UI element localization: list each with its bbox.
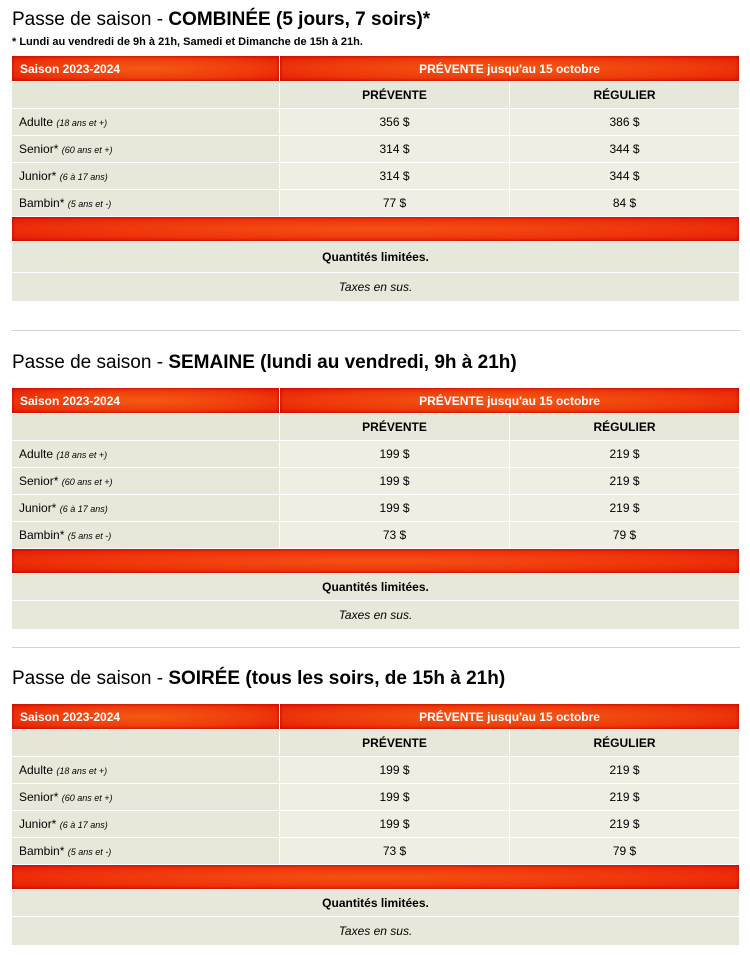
section-title: Passe de saison - COMBINÉE (5 jours, 7 soirs)* <box>12 9 431 30</box>
section-title: Passe de saison - SOIRÉE (tous les soirs, de 15h à 21h) <box>12 668 506 689</box>
table-row <box>12 136 740 163</box>
age-range: (5 ans et -) <box>67 199 112 209</box>
separator-bar <box>12 217 740 242</box>
section-combinee <box>12 6 740 302</box>
regular-price: 79 $ <box>510 838 740 865</box>
category-label: Senior* <box>19 790 59 804</box>
schedule-note: * Lundi au vendredi de 9h à 21h, Samedi et Dimanche de 15h à 21h. <box>12 36 363 48</box>
limited-quantities: Quantités limitées. <box>12 890 740 917</box>
category-label: Adulte <box>19 115 54 129</box>
table-row <box>12 495 740 522</box>
regular-price: 84 $ <box>510 190 740 217</box>
category-label: Adulte <box>19 763 54 777</box>
category-label: Bambin* <box>19 196 65 210</box>
table-header-row <box>12 704 740 730</box>
col-presale: PRÉVENTE <box>280 730 510 757</box>
col-regular: RÉGULIER <box>510 414 740 441</box>
presale-price: 199 $ <box>280 441 510 468</box>
age-range: (6 à 17 ans) <box>59 172 108 182</box>
presale-deadline: PRÉVENTE jusqu'au 15 octobre <box>280 704 740 730</box>
section-semaine <box>12 349 740 630</box>
presale-price: 199 $ <box>280 811 510 838</box>
age-range: (6 à 17 ans) <box>59 504 108 514</box>
age-range: (18 ans et +) <box>56 766 108 776</box>
taxes-note: Taxes en sus. <box>12 273 740 302</box>
table-row <box>12 163 740 190</box>
price-table <box>12 56 740 302</box>
season-label: Saison 2023-2024 <box>12 56 280 82</box>
price-table <box>12 704 740 946</box>
separator-bar <box>12 549 740 574</box>
taxes-note: Taxes en sus. <box>12 601 740 630</box>
age-range: (5 ans et -) <box>67 847 112 857</box>
table-row <box>12 784 740 811</box>
age-range: (60 ans et +) <box>61 145 113 155</box>
section-title: Passe de saison - SEMAINE (lundi au vendredi, 9h à 21h) <box>12 352 517 373</box>
regular-price: 219 $ <box>510 757 740 784</box>
regular-price: 219 $ <box>510 811 740 838</box>
table-row <box>12 441 740 468</box>
price-table <box>12 388 740 630</box>
col-regular: RÉGULIER <box>510 82 740 109</box>
table-row <box>12 109 740 136</box>
presale-price: 77 $ <box>280 190 510 217</box>
regular-price: 79 $ <box>510 522 740 549</box>
regular-price: 219 $ <box>510 441 740 468</box>
regular-price: 344 $ <box>510 163 740 190</box>
presale-price: 356 $ <box>280 109 510 136</box>
limited-quantities: Quantités limitées. <box>12 242 740 273</box>
table-row <box>12 811 740 838</box>
regular-price: 219 $ <box>510 468 740 495</box>
season-label: Saison 2023-2024 <box>12 704 280 730</box>
category-label: Junior* <box>19 817 57 831</box>
limited-quantities: Quantités limitées. <box>12 574 740 601</box>
table-row <box>12 522 740 549</box>
table-header-row <box>12 388 740 414</box>
presale-price: 73 $ <box>280 522 510 549</box>
presale-deadline: PRÉVENTE jusqu'au 15 octobre <box>280 56 740 82</box>
table-row <box>12 757 740 784</box>
column-header-row <box>12 82 740 109</box>
table-row <box>12 190 740 217</box>
column-header-row <box>12 730 740 757</box>
separator-bar <box>12 865 740 890</box>
table-row <box>12 838 740 865</box>
table-row <box>12 468 740 495</box>
category-label: Bambin* <box>19 844 65 858</box>
category-label: Senior* <box>19 142 59 156</box>
divider <box>12 647 740 648</box>
col-presale: PRÉVENTE <box>280 82 510 109</box>
presale-price: 73 $ <box>280 838 510 865</box>
category-label: Bambin* <box>19 528 65 542</box>
age-range: (60 ans et +) <box>61 477 113 487</box>
divider <box>12 330 740 331</box>
presale-price: 314 $ <box>280 136 510 163</box>
presale-deadline: PRÉVENTE jusqu'au 15 octobre <box>280 388 740 414</box>
age-range: (5 ans et -) <box>67 531 112 541</box>
presale-price: 199 $ <box>280 468 510 495</box>
regular-price: 344 $ <box>510 136 740 163</box>
presale-price: 199 $ <box>280 757 510 784</box>
taxes-note: Taxes en sus. <box>12 917 740 946</box>
col-presale: PRÉVENTE <box>280 414 510 441</box>
section-soiree <box>12 665 740 946</box>
presale-price: 199 $ <box>280 495 510 522</box>
column-header-row <box>12 414 740 441</box>
season-label: Saison 2023-2024 <box>12 388 280 414</box>
presale-price: 199 $ <box>280 784 510 811</box>
category-label: Senior* <box>19 474 59 488</box>
age-range: (6 à 17 ans) <box>59 820 108 830</box>
category-label: Adulte <box>19 447 54 461</box>
regular-price: 219 $ <box>510 495 740 522</box>
regular-price: 386 $ <box>510 109 740 136</box>
age-range: (18 ans et +) <box>56 450 108 460</box>
category-label: Junior* <box>19 501 57 515</box>
age-range: (60 ans et +) <box>61 793 113 803</box>
table-header-row <box>12 56 740 82</box>
regular-price: 219 $ <box>510 784 740 811</box>
age-range: (18 ans et +) <box>56 118 108 128</box>
col-regular: RÉGULIER <box>510 730 740 757</box>
category-label: Junior* <box>19 169 57 183</box>
presale-price: 314 $ <box>280 163 510 190</box>
